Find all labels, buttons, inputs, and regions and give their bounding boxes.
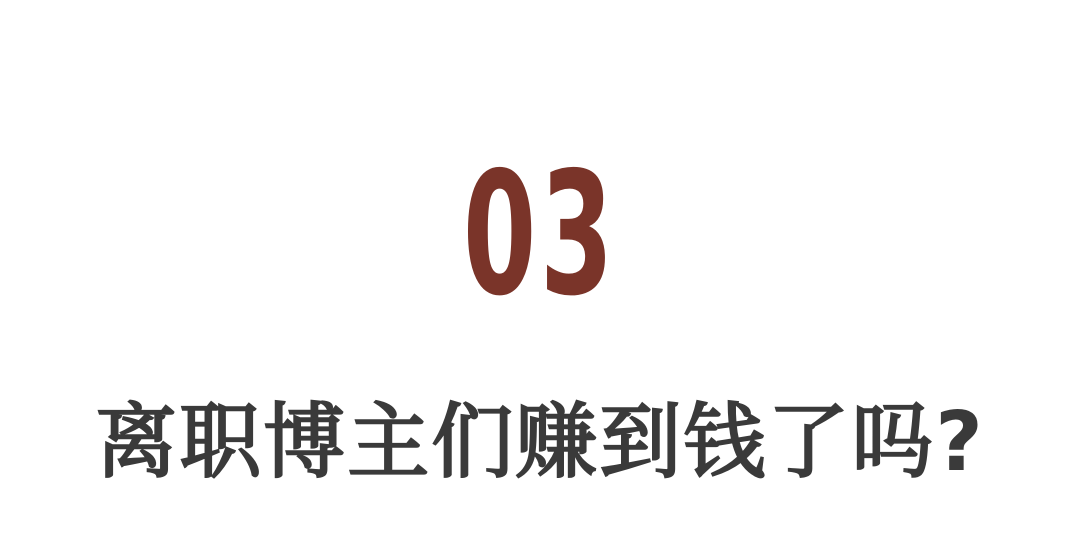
section-number: 03 bbox=[462, 136, 618, 334]
section-title: 离职博主们赚到钱了吗? bbox=[95, 395, 985, 490]
